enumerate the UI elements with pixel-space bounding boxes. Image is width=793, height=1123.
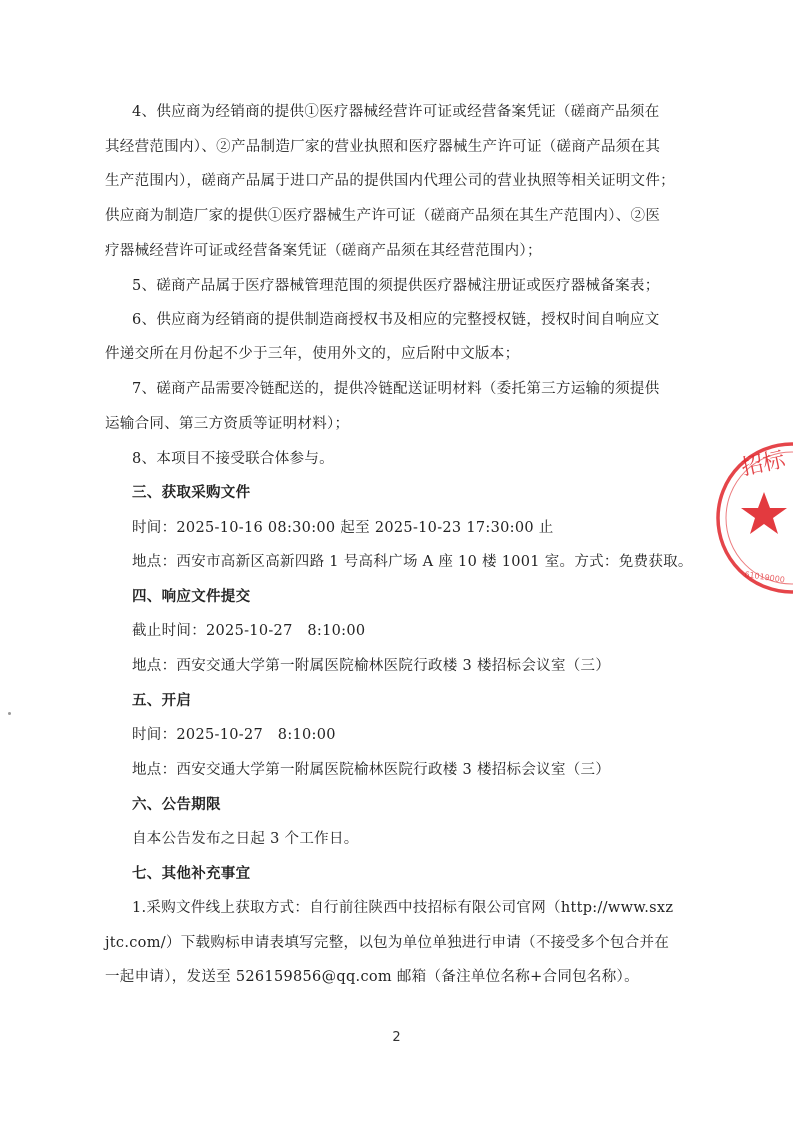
section-heading: 七、其他补充事宜 xyxy=(132,865,251,882)
svg-text:61019000: 61019000 xyxy=(743,569,786,585)
scan-mark xyxy=(8,712,11,715)
paragraph-line: 地点：西安交通大学第一附属医院榆林医院行政楼 3 楼招标会议室（三） xyxy=(132,762,611,778)
page-number: 2 xyxy=(392,1030,401,1045)
official-seal xyxy=(712,428,793,608)
paragraph-line: 自本公告发布之日起 3 个工作日。 xyxy=(132,831,359,847)
paragraph-line: 地点：西安交通大学第一附属医院榆林医院行政楼 3 楼招标会议室（三） xyxy=(132,658,611,674)
section-heading: 三、获取采购文件 xyxy=(132,484,251,501)
paragraph-line: 供应商为制造厂家的提供①医疗器械生产许可证（磋商产品须在其生产范围内）、②医 xyxy=(105,208,661,224)
paragraph-line: 其经营范围内）、②产品制造厂家的营业执照和医疗器械生产许可证（磋商产品须在其 xyxy=(105,139,661,155)
paragraph-line: 6、供应商为经销商的提供制造商授权书及相应的完整授权链，授权时间自响应文 xyxy=(132,312,660,328)
paragraph-line: jtc.com/）下载购标申请表填写完整，以包为单位单独进行申请（不接受多个包合并在 xyxy=(105,935,670,951)
paragraph-line: 地点：西安市高新区高新四路 1 号高科广场 A 座 10 楼 1001 室。方式：免费获取。 xyxy=(132,554,693,570)
paragraph-line: 生产范围内），磋商产品属于进口产品的提供国内代理公司的营业执照等相关证明文件； xyxy=(105,173,675,189)
seal-star-icon xyxy=(741,492,787,534)
paragraph-line: 5、磋商产品属于医疗器械管理范围的须提供医疗器械注册证或医疗器械备案表； xyxy=(132,278,660,294)
paragraph-line: 7、磋商产品需要冷链配送的，提供冷链配送证明材料（委托第三方运输的须提供 xyxy=(132,381,660,397)
paragraph-line: 件递交所在月份起不少于三年，使用外文的，应后附中文版本； xyxy=(105,346,520,362)
paragraph-line: 1.采购文件线上获取方式：自行前往陕西中技招标有限公司官网（http://www.sxz xyxy=(132,900,674,916)
section-heading: 六、公告期限 xyxy=(132,796,221,813)
svg-text:招标: 招标 xyxy=(739,447,788,481)
paragraph-line: 一起申请），发送至 526159856@qq.com 邮箱（备注单位名称+合同包名称）。 xyxy=(105,969,639,985)
paragraph-line: 时间：2025-10-16 08:30:00 起至 2025-10-23 17:30:00 止 xyxy=(132,520,554,536)
paragraph-line: 运输合同、第三方资质等证明材料）； xyxy=(105,416,350,432)
paragraph-line: 8、本项目不接受联合体参与。 xyxy=(132,451,334,467)
paragraph-line: 4、供应商为经销商的提供①医疗器械经营许可证或经营备案凭证（磋商产品须在 xyxy=(132,104,660,120)
paragraph-line: 截止时间：2025-10-27 8:10:00 xyxy=(132,623,366,639)
paragraph-line: 时间：2025-10-27 8:10:00 xyxy=(132,727,336,743)
section-heading: 五、开启 xyxy=(132,692,192,709)
paragraph-line: 疗器械经营许可证或经营备案凭证（磋商产品须在其经营范围内）； xyxy=(105,243,542,259)
section-heading: 四、响应文件提交 xyxy=(132,588,251,605)
